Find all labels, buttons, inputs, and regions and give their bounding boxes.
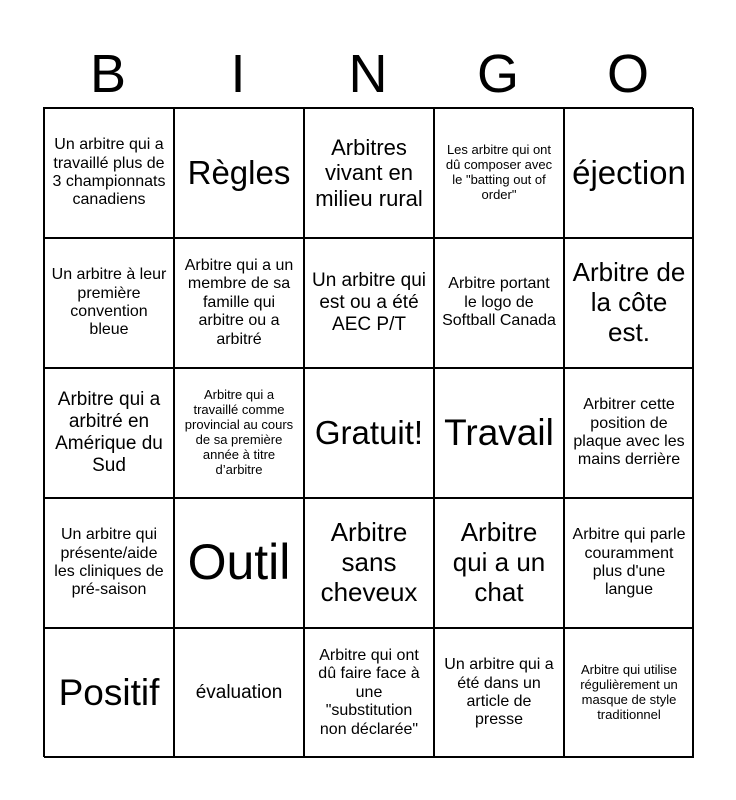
cell-text: Arbitre de la côte est.	[572, 257, 686, 347]
bingo-cell[interactable]	[434, 238, 564, 368]
cell-text: Arbitre portant le logo de Softball Canada	[442, 275, 556, 330]
bingo-cell[interactable]	[44, 108, 174, 238]
header-letter-g: G	[476, 44, 519, 104]
cell-text: éjection	[572, 154, 686, 192]
cell-text: Travail	[444, 411, 554, 453]
cell-text: Les arbitre qui ont dû composer avec le "batting out of order"	[445, 142, 553, 202]
cell-text: Un arbitre qui a été dans un article de presse	[444, 656, 554, 729]
bingo-grid	[43, 107, 693, 757]
bingo-cell[interactable]	[304, 628, 434, 758]
cell-text: Arbitre qui a un chat	[452, 517, 546, 607]
bingo-cell[interactable]	[564, 628, 694, 758]
bingo-cell[interactable]	[564, 108, 694, 238]
bingo-cell[interactable]	[304, 238, 434, 368]
bingo-cell-free[interactable]	[304, 368, 434, 498]
bingo-cell[interactable]	[174, 628, 304, 758]
bingo-cell[interactable]	[44, 498, 174, 628]
cell-text: Arbitre qui a arbitré en Amérique du Sud	[55, 389, 163, 476]
cell-text: Un arbitre qui présente/aide les cliniques de pré-saison	[54, 526, 164, 599]
bingo-cell[interactable]	[564, 238, 694, 368]
bingo-cell[interactable]	[564, 498, 694, 628]
bingo-cell[interactable]	[174, 368, 304, 498]
bingo-cell[interactable]	[44, 368, 174, 498]
bingo-cell[interactable]	[44, 238, 174, 368]
bingo-cell[interactable]	[174, 108, 304, 238]
cell-text: évaluation	[195, 682, 283, 704]
bingo-cell[interactable]	[174, 238, 304, 368]
bingo-cell[interactable]	[434, 368, 564, 498]
cell-text: Un arbitre à leur première convention bleue	[51, 266, 167, 339]
cell-text: Outil	[187, 534, 291, 591]
cell-text: Arbitre qui a travaillé comme provincial au cours de sa première année à titre d’arbitre	[184, 387, 294, 477]
cell-text: Arbitre qui parle couramment plus d'une langue	[572, 526, 686, 599]
cell-text: Positif	[58, 671, 160, 713]
bingo-cell[interactable]	[434, 498, 564, 628]
header-letter-o: O	[606, 44, 649, 104]
bingo-cell[interactable]	[564, 368, 694, 498]
bingo-cell[interactable]	[304, 108, 434, 238]
cell-text: Gratuit!	[314, 414, 424, 452]
header-letter-i: I	[230, 44, 246, 104]
cell-text: Arbitrer cette position de plaque avec les mains derrière	[573, 396, 685, 469]
bingo-cell[interactable]	[304, 498, 434, 628]
cell-text: Arbitre qui ont dû faire face à une "substitution non déclarée"	[318, 647, 420, 738]
cell-text: Arbitre sans cheveux	[320, 517, 418, 607]
bingo-cell[interactable]	[44, 628, 174, 758]
cell-text: Un arbitre qui est ou a été AEC P/T	[311, 270, 427, 335]
header-letter-n: N	[348, 44, 388, 104]
bingo-cell[interactable]	[434, 108, 564, 238]
cell-text: Règles	[187, 154, 291, 192]
cell-text: Arbitre qui a un membre de sa famille qui arbitre ou a arbitré	[184, 257, 294, 348]
bingo-cell[interactable]	[174, 498, 304, 628]
bingo-header	[43, 40, 693, 108]
cell-text: Arbitres vivant en milieu rural	[315, 135, 423, 211]
cell-text: Arbitre qui utilise régulièrement un masque de style traditionnel	[580, 662, 678, 722]
bingo-cell[interactable]	[434, 628, 564, 758]
cell-text: Un arbitre qui a travaillé plus de 3 championnats canadiens	[52, 136, 166, 209]
header-letter-b: B	[89, 44, 127, 104]
